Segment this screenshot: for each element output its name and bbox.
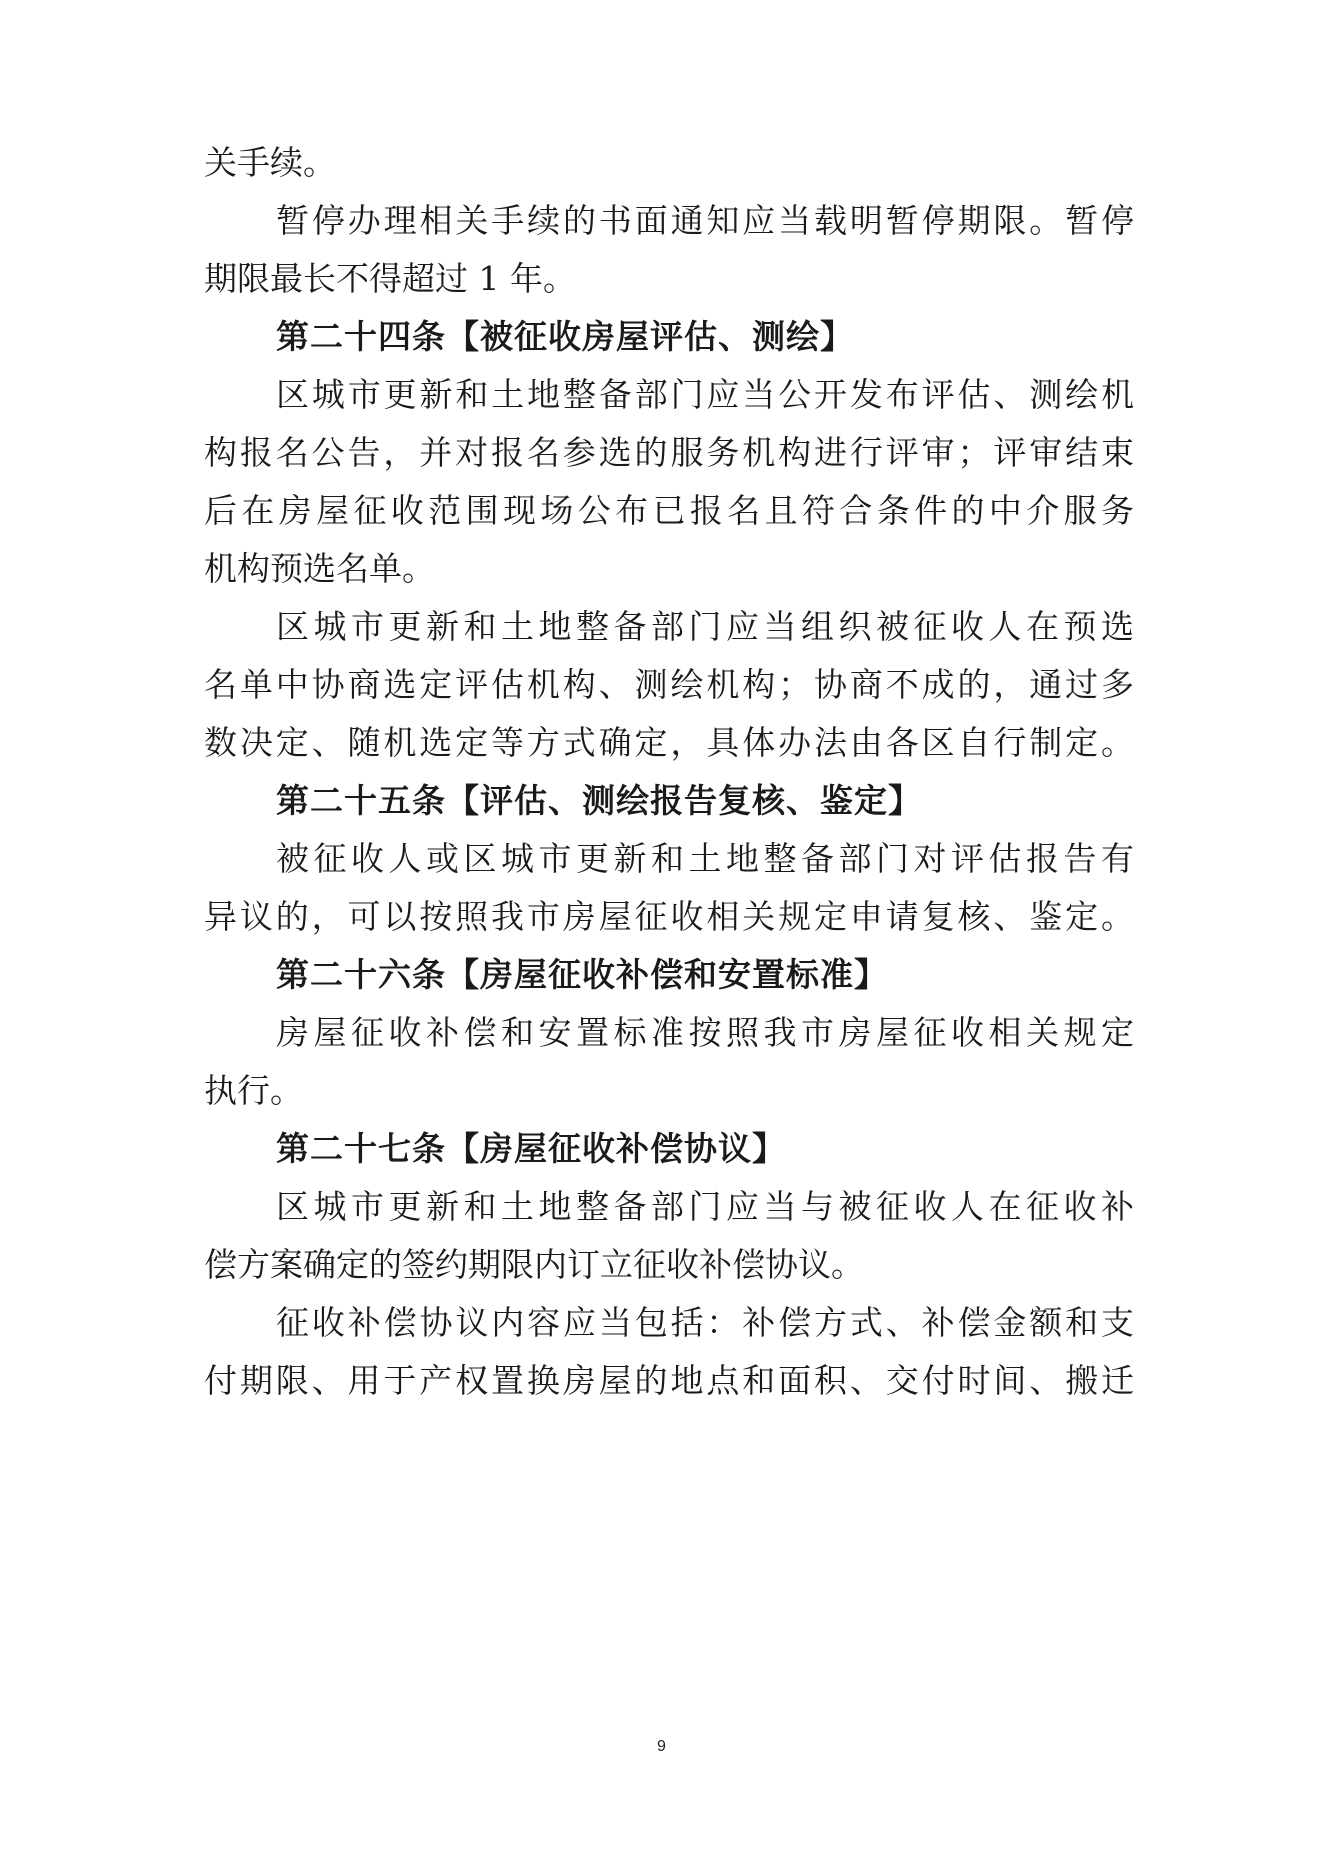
body-text-line: 期限最长不得超过 1 年。 <box>204 259 576 298</box>
body-text-line: 区城市更新和土地整备部门应当公开发布评估、测绘机 <box>276 375 1134 414</box>
body-text-line: 数决定、随机选定等方式确定，具体办法由各区自行制定。 <box>204 723 1134 762</box>
body-text-line: 暂停办理相关手续的书面通知应当载明暂停期限。暂停 <box>276 201 1134 240</box>
body-text-line: 房屋征收补偿和安置标准按照我市房屋征收相关规定 <box>276 1013 1134 1052</box>
page-number: 9 <box>657 1738 666 1755</box>
body-text-line: 偿方案确定的签约期限内订立征收补偿协议。 <box>204 1245 864 1284</box>
body-text-line: 被征收人或区城市更新和土地整备部门对评估报告有 <box>276 839 1134 878</box>
body-text-line: 区城市更新和土地整备部门应当组织被征收人在预选 <box>276 607 1134 646</box>
body-text-line: 执行。 <box>204 1071 303 1110</box>
body-text-line: 名单中协商选定评估机构、测绘机构；协商不成的，通过多 <box>204 665 1134 704</box>
article-heading: 第二十四条【被征收房屋评估、测绘】 <box>276 317 854 356</box>
body-text-line: 后在房屋征收范围现场公布已报名且符合条件的中介服务 <box>204 491 1134 530</box>
article-heading: 第二十五条【评估、测绘报告复核、鉴定】 <box>276 781 922 820</box>
article-heading: 第二十六条【房屋征收补偿和安置标准】 <box>276 955 888 994</box>
body-text-line: 异议的，可以按照我市房屋征收相关规定申请复核、鉴定。 <box>204 897 1134 936</box>
article-heading: 第二十七条【房屋征收补偿协议】 <box>276 1129 786 1168</box>
body-text-line: 机构预选名单。 <box>204 549 435 588</box>
body-text-line: 征收补偿协议内容应当包括：补偿方式、补偿金额和支 <box>276 1303 1134 1342</box>
body-text-line: 关手续。 <box>204 143 336 182</box>
body-text-line: 构报名公告，并对报名参选的服务机构进行评审；评审结束 <box>204 433 1134 472</box>
body-text-line: 区城市更新和土地整备部门应当与被征收人在征收补 <box>276 1187 1134 1226</box>
body-text-line: 付期限、用于产权置换房屋的地点和面积、交付时间、搬迁 <box>204 1361 1134 1400</box>
